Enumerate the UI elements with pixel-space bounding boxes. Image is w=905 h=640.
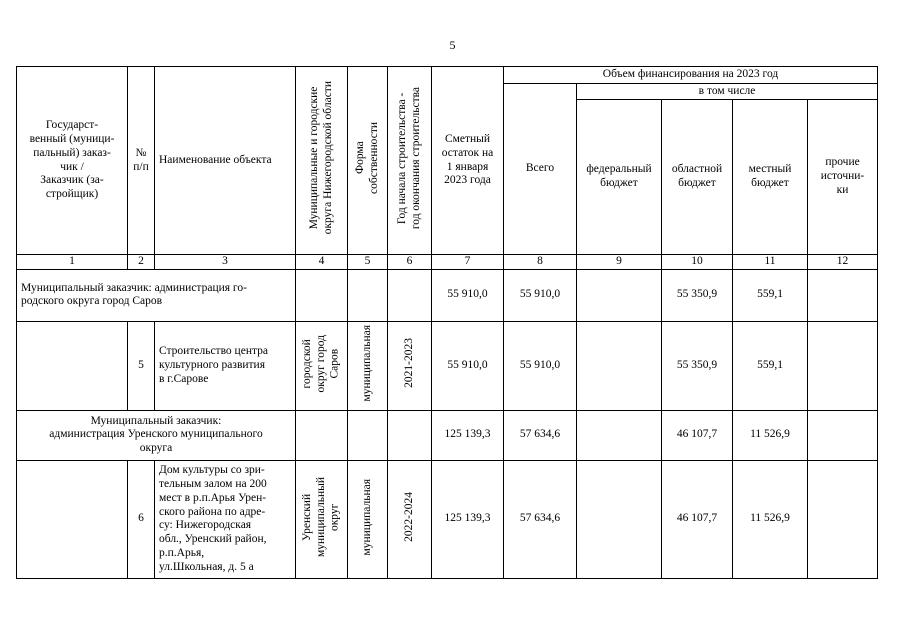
header-including: в том числе [577, 84, 878, 100]
header-ownership-text: Форма собственности [353, 122, 380, 195]
customer-group-label: Муниципальный заказчик: администрация Уренского муниципального округа [17, 410, 296, 460]
page-number: 5 [449, 38, 456, 52]
header-other: прочие источни- ки [808, 100, 878, 255]
regional-amount: 55 350,9 [662, 269, 733, 321]
header-ownership [348, 67, 388, 255]
header-federal: федеральный бюджет [577, 100, 662, 255]
other-amount [808, 269, 878, 321]
header-districts [296, 67, 348, 255]
object-ownership [348, 321, 388, 410]
object-years [388, 460, 432, 578]
column-number: 11 [733, 255, 808, 270]
local-amount: 559,1 [733, 269, 808, 321]
customer-group-row [17, 269, 878, 321]
object-district-text: городской округ город Саров [300, 334, 341, 393]
federal-amount [577, 460, 662, 578]
column-number: 5 [348, 255, 388, 270]
financing-table [16, 66, 878, 579]
other-amount [808, 321, 878, 410]
object-years-text: 2021-2023 [402, 338, 415, 389]
column-numbers-row [17, 255, 878, 270]
column-number: 1 [17, 255, 128, 270]
empty-cell [296, 410, 348, 460]
regional-amount: 46 107,7 [662, 460, 733, 578]
object-ownership [348, 460, 388, 578]
column-number: 2 [128, 255, 155, 270]
estimated-balance: 125 139,3 [432, 460, 504, 578]
federal-amount [577, 321, 662, 410]
object-years [388, 321, 432, 410]
header-row-1 [17, 67, 878, 84]
regional-amount: 46 107,7 [662, 410, 733, 460]
empty-cell [388, 269, 432, 321]
empty-cell [296, 269, 348, 321]
object-name: Дом культуры со зри- тельным залом на 200 мест в р.п.Арья Урен- ского района по адре- су: Нижегородская обл., Уренский район, р.п.Арья, ул.Школьная, д. 5 а [155, 460, 296, 578]
column-number: 9 [577, 255, 662, 270]
object-district [296, 460, 348, 578]
federal-amount [577, 269, 662, 321]
object-name: Строительство центра культурного развития в г.Сарове [155, 321, 296, 410]
object-ownership-text: муниципальная [360, 325, 373, 402]
column-number: 6 [388, 255, 432, 270]
column-number: 3 [155, 255, 296, 270]
header-funding: Объем финансирования на 2023 год [504, 67, 878, 84]
estimated-balance: 125 139,3 [432, 410, 504, 460]
empty-cell [17, 460, 128, 578]
object-ownership-text: муниципальная [360, 478, 373, 556]
column-number: 7 [432, 255, 504, 270]
header-customer: Государст- венный (муници- пальный) заказ- чик / Заказчик (за- стройщик) [17, 67, 128, 255]
header-number: № п/п [128, 67, 155, 255]
empty-cell [348, 410, 388, 460]
customer-group-label: Муниципальный заказчик: администрация го- родского округа город Саров [17, 269, 296, 321]
total-amount: 57 634,6 [504, 410, 577, 460]
estimated-balance: 55 910,0 [432, 321, 504, 410]
other-amount [808, 460, 878, 578]
empty-cell [17, 321, 128, 410]
empty-cell [348, 269, 388, 321]
total-amount: 55 910,0 [504, 321, 577, 410]
local-amount: 11 526,9 [733, 410, 808, 460]
header-object-name: Наименование объекта [155, 67, 296, 255]
header-years [388, 67, 432, 255]
object-district [296, 321, 348, 410]
object-row [17, 321, 878, 410]
header-total: Всего [504, 84, 577, 255]
column-number: 4 [296, 255, 348, 270]
total-amount: 57 634,6 [504, 460, 577, 578]
header-regional: областной бюджет [662, 100, 733, 255]
header-districts-text: Муниципальные и городские округа Нижегородской области [307, 81, 334, 235]
object-number: 5 [128, 321, 155, 410]
column-number: 8 [504, 255, 577, 270]
estimated-balance: 55 910,0 [432, 269, 504, 321]
empty-cell [388, 410, 432, 460]
local-amount: 11 526,9 [733, 460, 808, 578]
local-amount: 559,1 [733, 321, 808, 410]
header-local: местный бюджет [733, 100, 808, 255]
column-number: 12 [808, 255, 878, 270]
object-number: 6 [128, 460, 155, 578]
header-estimated-balance: Сметный остаток на 1 января 2023 года [432, 67, 504, 255]
header-years-text: Год начала строительства - год окончания строительства [395, 87, 422, 230]
object-years-text: 2022-2024 [402, 491, 415, 542]
object-row [17, 460, 878, 578]
object-district-text: Уренский муниципальный округ [300, 476, 341, 557]
other-amount [808, 410, 878, 460]
customer-group-row [17, 410, 878, 460]
total-amount: 55 910,0 [504, 269, 577, 321]
regional-amount: 55 350,9 [662, 321, 733, 410]
federal-amount [577, 410, 662, 460]
column-number: 10 [662, 255, 733, 270]
